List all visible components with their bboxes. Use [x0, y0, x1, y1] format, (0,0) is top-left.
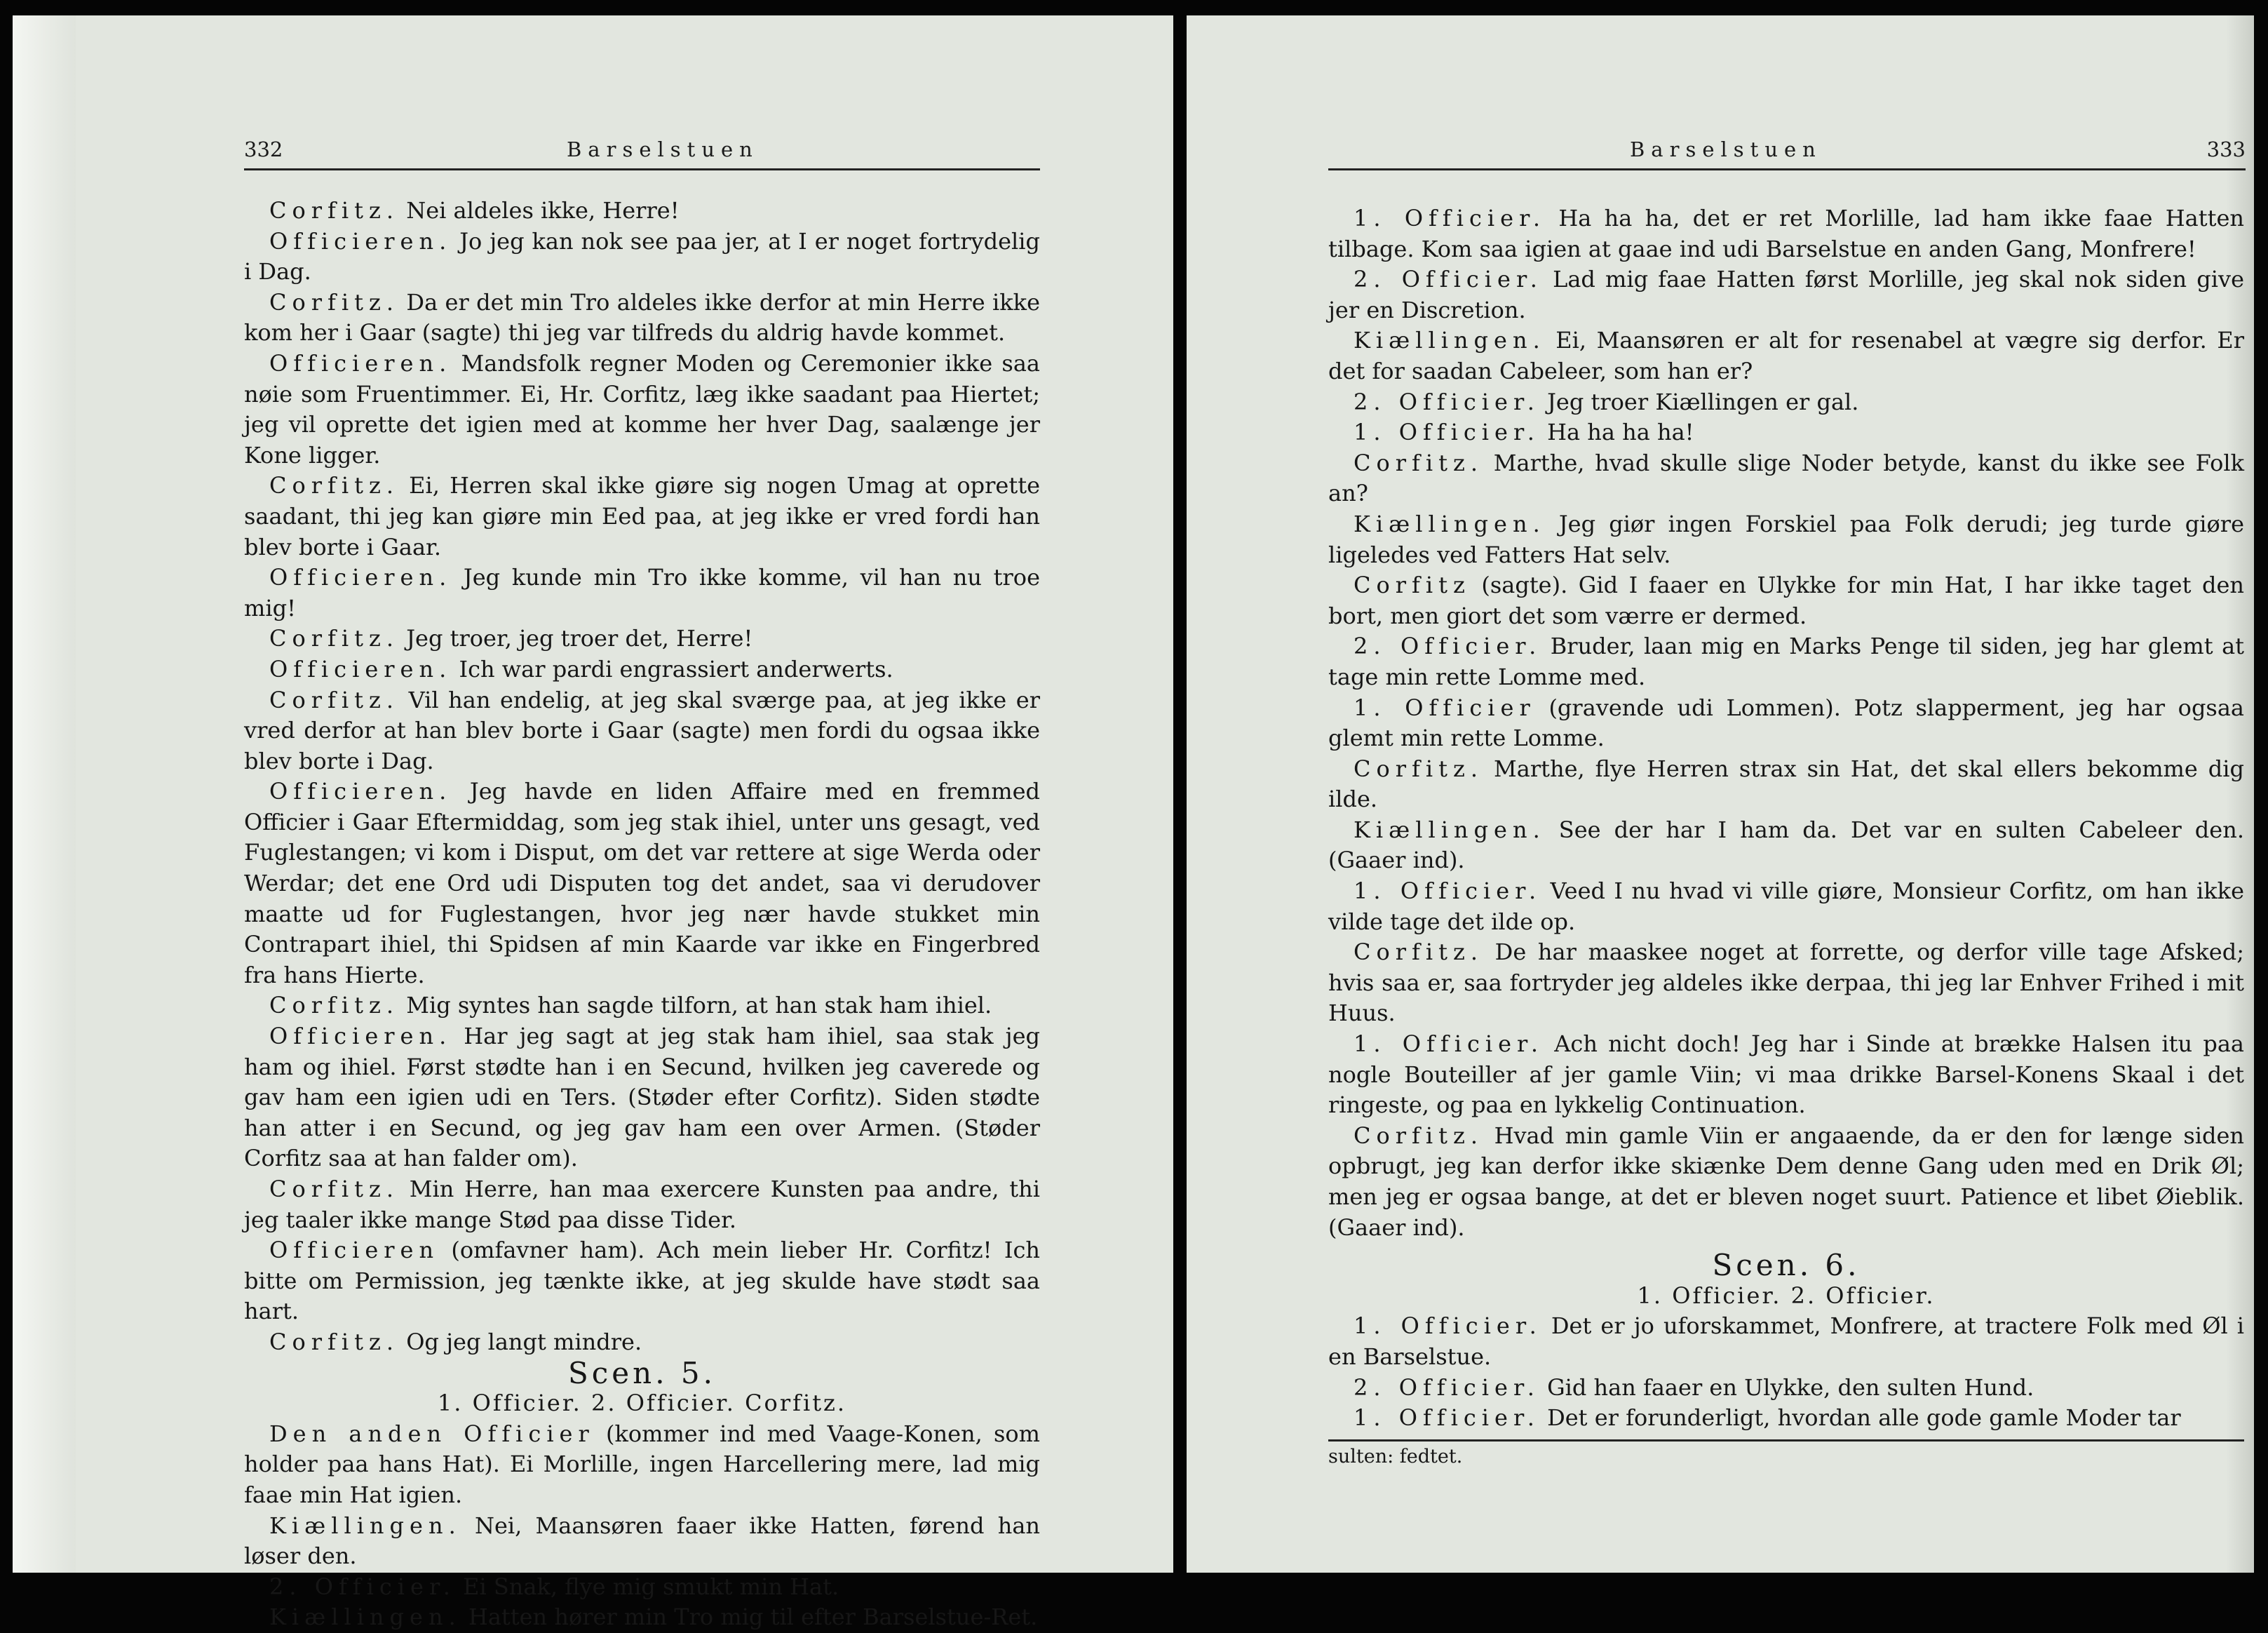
- dialogue-block: [244, 196, 1040, 1358]
- running-head: Barselstuen: [1630, 137, 1822, 161]
- dialogue-paragraph: [244, 227, 1040, 288]
- speech-text: De har maaskee noget at forrette, og derfor ville tage Afsked; hvis saa er, saa fortryder jeg aldeles ikke derpaa, thi jeg lar Enhver Frihed i mit Huus.: [1328, 939, 2244, 1027]
- speaker-name: 2. Officier.: [1354, 266, 1543, 293]
- speaker-name: Officieren.: [269, 1023, 452, 1050]
- dialogue-paragraph: [244, 990, 1040, 1021]
- dialogue-paragraph: [1328, 1373, 2244, 1404]
- speaker-name: Corfitz.: [1354, 1122, 1484, 1149]
- speaker-name: Corfitz: [1354, 572, 1471, 599]
- speech-text: Marthe, hvad skulle slige Noder betyde, kanst du ikke see Folk an?: [1328, 449, 2244, 507]
- speaker-name: Corfitz.: [269, 1176, 400, 1202]
- dialogue-paragraph: [1328, 754, 2244, 815]
- dialogue-paragraph: [1328, 417, 2244, 448]
- speaker-name: Kiællingen.: [269, 1512, 461, 1539]
- speaker-name: 2. Officier.: [1354, 1373, 1540, 1401]
- speech-text: Mig syntes han sagde tilforn, at han stak ham ihiel.: [399, 992, 992, 1019]
- dialogue-paragraph: [244, 1511, 1040, 1572]
- scene-cast: 1. Officier. 2. Officier.: [1637, 1282, 1936, 1309]
- speech-text: Bruder, laan mig en Marks Penge til siden, jeg har glemt at tage min rette Lomme med.: [1328, 633, 2245, 690]
- speaker-name: Kiællingen.: [1354, 816, 1546, 843]
- dialogue-paragraph: [1328, 387, 2244, 418]
- left-page: [13, 15, 1173, 1631]
- dialogue-paragraph: [1328, 815, 2244, 876]
- speaker-name: Corfitz.: [269, 197, 400, 224]
- speaker-name: 1. Officier: [1354, 694, 1536, 721]
- speech-text: Det er forunderligt, hvordan alle gode gamle Moder tar: [1539, 1404, 2181, 1432]
- dialogue-paragraph: [244, 1327, 1040, 1358]
- speech-text: Gid han faaer en Ulykke, den sulten Hund.: [1539, 1373, 2034, 1401]
- dialogue-paragraph: [1328, 631, 2244, 692]
- right-header: [1328, 135, 2246, 170]
- speaker-name: Corfitz.: [269, 686, 400, 713]
- speaker-name: 1. Officier.: [1354, 1030, 1544, 1058]
- page-number: 332: [244, 137, 283, 161]
- speaker-name: Kiællingen.: [269, 1604, 461, 1631]
- speaker-name: Kiællingen.: [1354, 510, 1546, 537]
- dialogue-paragraph: [1328, 693, 2244, 754]
- dialogue-paragraph: [244, 1174, 1040, 1235]
- speech-text: Ach nicht doch! Jeg har i Sinde at brække Halsen itu paa nogle Bouteiller af jer gamle Viin; vi maa drikke Barsel-Konens Skaal i det ringeste, og paa en lykkelig Continuation.: [1328, 1030, 2245, 1119]
- speech-text: Jeg troer Kiællingen er gal.: [1539, 388, 1859, 415]
- speech-text: (gravende udi Lommen). Potz slapperment, jeg har ogsaa glemt min rette Lomme.: [1328, 694, 2245, 752]
- scene-title: Scen. 5.: [568, 1355, 716, 1390]
- dialogue-paragraph: [244, 624, 1040, 654]
- speech-text: Jeg giør ingen Forskiel paa Folk derudi; jeg turde giøre ligeledes ved Fatters Hat selv.: [1328, 510, 2244, 568]
- speaker-name: Officieren.: [269, 655, 452, 683]
- speech-text: Ha ha ha ha!: [1539, 419, 1694, 446]
- dialogue-paragraph: [244, 685, 1040, 777]
- dialogue-paragraph: [1328, 1403, 2244, 1434]
- dialogue-paragraph: [1328, 937, 2244, 1029]
- dialogue-paragraph: [1328, 1311, 2244, 1372]
- speech-text: Hatten hører min Tro mig til efter Barselstue-Ret.: [461, 1604, 1038, 1631]
- speaker-name: 1. Officier.: [1354, 1404, 1540, 1432]
- speech-text: Har jeg sagt at jeg stak ham ihiel, saa stak jeg ham og ihiel. Først stødte han i en Secund, hvilken jeg caverede og gav ham een igien udi en Ters. (Støder efter Corfitz). Siden stødte han atter i en Secund, og jeg gav ham een over Armen. (Støder Corfitz saa at han falder om).: [244, 1023, 1040, 1172]
- left-body: [244, 196, 1040, 1633]
- speech-text: Nei, Maansøren faaer ikke Hatten, førend han løser den.: [244, 1512, 1040, 1570]
- dialogue-paragraph: [244, 196, 1040, 227]
- dialogue-paragraph: [1328, 570, 2244, 631]
- speech-text: (sagte). Gid I faaer en Ulykke for min Hat, I har ikke taget den bort, men giort det som værre er dermed.: [1328, 572, 2244, 629]
- speaker-name: Corfitz.: [1354, 755, 1484, 782]
- dialogue-paragraph: [1328, 876, 2244, 937]
- dialogue-paragraph: [1328, 1029, 2244, 1121]
- dialogue-paragraph: [244, 1021, 1040, 1174]
- speech-text: Da er det min Tro aldeles ikke derfor at min Herre ikke kom her i Gaar (sagte) thi jeg var tilfreds du aldrig havde kommet.: [244, 288, 1040, 347]
- speaker-name: Den anden Officier: [269, 1420, 595, 1447]
- speech-text: Vil han endelig, at jeg skal sværge paa, at jeg ikke er vred derfor at han blev borte i Gaar (sagte) men fordi du ogsaa ikke blev borte i Dag.: [244, 686, 1040, 774]
- speaker-name: Kiællingen.: [1354, 327, 1546, 354]
- speech-text: Veed I nu hvad vi ville giøre, Monsieur Corfitz, om han ikke vilde tage det ilde op.: [1328, 878, 2245, 935]
- dialogue-paragraph: [1328, 203, 2244, 264]
- dialogue-paragraph: [1328, 264, 2244, 325]
- dialogue-paragraph: [244, 1419, 1040, 1511]
- running-head: Barselstuen: [567, 137, 759, 161]
- dialogue-paragraph: [244, 288, 1040, 349]
- dialogue-paragraph: [244, 471, 1040, 563]
- dialogue-block: [1328, 203, 2244, 1243]
- speaker-name: Corfitz.: [269, 1328, 400, 1355]
- speaker-name: Corfitz.: [269, 992, 400, 1019]
- speech-text: Ei, Herren skal ikke giøre sig nogen Umag at oprette saadant, thi jeg kan giøre min Eed paa, at jeg ikke er vred fordi han blev borte i Gaar.: [244, 472, 1040, 560]
- speaker-name: 1. Officier.: [1354, 1312, 1542, 1340]
- speech-text: Nei aldeles ikke, Herre!: [399, 197, 680, 224]
- speaker-name: Officieren.: [269, 778, 452, 805]
- dialogue-paragraph: [1328, 325, 2244, 387]
- dialogue-paragraph: [244, 1572, 1040, 1603]
- speech-text: Jeg troer, jeg troer det, Herre!: [399, 625, 753, 652]
- speech-text: Ei, Maansøren er alt for resenabel at vægre sig derfor. Er det for saadan Cabeleer, som han er?: [1328, 327, 2244, 384]
- dialogue-paragraph: [244, 777, 1040, 990]
- page-number: 333: [2206, 137, 2246, 161]
- dialogue-paragraph: [1328, 448, 2244, 509]
- speaker-name: 2. Officier.: [269, 1573, 456, 1600]
- dialogue-block: [244, 1419, 1040, 1633]
- dialogue-paragraph: [244, 1602, 1040, 1633]
- speech-text: Jeg kunde min Tro ikke komme, vil han nu troe mig!: [244, 564, 1040, 621]
- dialogue-paragraph: [244, 349, 1040, 471]
- speaker-name: Officieren.: [269, 564, 452, 591]
- speech-text: Jo jeg kan nok see paa jer, at I er noget fortrydelig i Dag.: [244, 227, 1040, 285]
- speech-text: Hvad min gamle Viin er angaaende, da er den for længe siden opbrugt, jeg kan derfor ikke skiænke Dem denne Gang uden med en Drik Øl; men jeg er ogsaa bange, at det er bleven noget suurt. Patience et libet Øieblik. (Gaaer ind).: [1328, 1122, 2244, 1241]
- footnote: sulten: fedtet.: [1328, 1445, 1463, 1467]
- speaker-name: 2. Officier.: [1354, 388, 1540, 415]
- scene-title: Scen. 6.: [1712, 1248, 1861, 1283]
- speech-text: (kommer ind med Vaage-Konen, som holder paa hans Hat). Ei Morlille, ingen Harcellering mere, lad mig faae min Hat igien.: [244, 1420, 1041, 1508]
- speaker-name: Corfitz.: [1354, 939, 1484, 966]
- speech-text: Ei Snak, flye mig smukt min Hat.: [455, 1573, 839, 1600]
- page-edge-shading: [13, 15, 76, 1573]
- left-header: [244, 135, 1040, 170]
- dialogue-paragraph: [244, 654, 1040, 685]
- speaker-name: 2. Officier.: [1354, 633, 1542, 660]
- right-body: [1328, 203, 2244, 1472]
- scene-cast: 1. Officier. 2. Officier. Corfitz.: [437, 1390, 847, 1417]
- dialogue-block: [1328, 1311, 2244, 1433]
- speech-text: Mandsfolk regner Moden og Ceremonier ikke saa nøie som Fruentimmer. Ei, Hr. Corfitz, læg ikke saadant paa Hiertet; jeg vil oprette det igien med at komme her hver Dag, saalænge jer Kone ligger.: [244, 349, 1040, 469]
- speaker-name: 1. Officier.: [1354, 419, 1540, 446]
- speaker-name: Officieren.: [269, 227, 452, 255]
- speech-text: See der har I ham da. Det var en sulten Cabeleer den. (Gaaer ind).: [1328, 816, 2244, 874]
- speech-text: Marthe, flye Herren strax sin Hat, det skal ellers bekomme dig ilde.: [1328, 755, 2244, 813]
- speaker-name: 1. Officier.: [1354, 205, 1546, 231]
- dialogue-paragraph: [1328, 1121, 2244, 1243]
- speech-text: Lad mig faae Hatten først Morlille, jeg skal nok siden give jer en Discretion.: [1328, 266, 2245, 323]
- speech-text: (omfavner ham). Ach mein lieber Hr. Corfitz! Ich bitte om Permission, jeg tænkte ikke, at jeg skulde have stødt saa hart.: [244, 1237, 1040, 1325]
- speech-text: Ha ha ha, det er ret Morlille, lad ham ikke faae Hatten tilbage. Kom saa igien at gaae ind udi Barselstue en anden Gang, Monfrere!: [1328, 205, 2245, 262]
- speech-text: Og jeg langt mindre.: [399, 1328, 642, 1355]
- speech-text: Jeg havde en liden Affaire med en fremmed Officier i Gaar Eftermiddag, som jeg stak ihiel, unter uns gesagt, ved Fuglestangen; vi kom i Disput, om det var rettere at sige Werda oder Werdar; det ene Ord udi Disputen tog det andet, saa vi derudover maatte ud for Fuglestangen, hvor jeg nær havde stukket min Contrapart ihiel, thi Spidsen af min Kaarde var ikke en Fingerbred fra hans Hierte.: [244, 778, 1040, 988]
- speaker-name: Corfitz.: [269, 472, 400, 499]
- speaker-name: Officieren: [269, 1237, 440, 1264]
- speaker-name: 1. Officier.: [1354, 878, 1542, 905]
- speaker-name: Corfitz.: [269, 625, 400, 652]
- speaker-name: Corfitz.: [269, 288, 400, 316]
- speech-text: Min Herre, han maa exercere Kunsten paa andre, thi jeg taaler ikke mange Stød paa disse Tider.: [244, 1176, 1040, 1233]
- dialogue-paragraph: [244, 563, 1040, 624]
- speaker-name: Officieren.: [269, 349, 452, 377]
- speech-text: Ich war pardi engrassiert anderwerts.: [452, 655, 893, 683]
- speaker-name: Corfitz.: [1354, 449, 1484, 476]
- dialogue-paragraph: [244, 1235, 1040, 1327]
- speech-text: Det er jo uforskammet, Monfrere, at tractere Folk med Øl i en Barselstue.: [1328, 1312, 2245, 1370]
- dialogue-paragraph: [1328, 509, 2244, 570]
- right-page: [1187, 15, 2254, 1573]
